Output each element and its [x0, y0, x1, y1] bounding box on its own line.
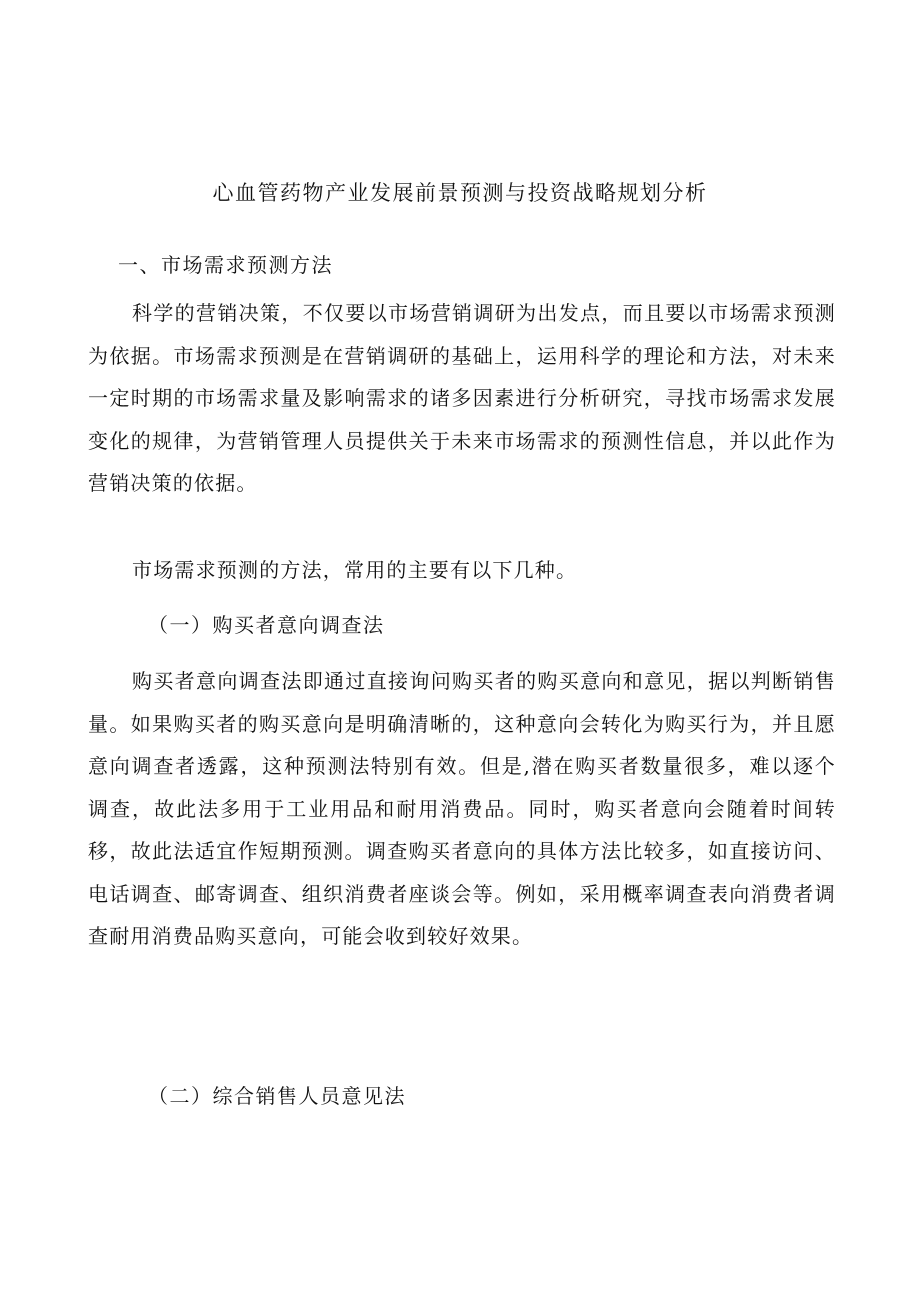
- section-heading-market-demand: 一、市场需求预测方法: [118, 253, 333, 277]
- subheading-sales-staff-opinion: （二）综合销售人员意见法: [148, 1084, 406, 1108]
- paragraph-demand-forecast-intro: 科学的营销决策，不仅要以市场营销调研为出发点，而且要以市场需求预测为依据。市场需求预测是在营销调研的基础上，运用科学的理论和方法，对未来一定时期的市场需求量及影响需求的诸多因素进行分析研究，寻找市场需求发展变化的规律，为营销管理人员提供关于未来市场需求的预测性信息，并以此作为营销决策的依据。: [88, 301, 836, 495]
- paragraph-buyer-intention-survey: 购买者意向调查法即通过直接询问购买者的购买意向和意见，据以判断销售量。如果购买者的购买意向是明确清晰的，这种意向会转化为购买行为，并且愿意向调查者透露，这种预测法特别有效。但是,潜在购买者数量很多，难以逐个调查，故此法多用于工业用品和耐用消费品。同时，购买者意向会随着时间转移，故此法适宜作短期预测。调查购买者意向的具体方法比较多，如直接访问、电话调查、邮寄调查、组织消费者座谈会等。例如，采用概率调查表向消费者调查耐用消费品购买意向，可能会收到较好效果。: [88, 669, 836, 948]
- document-title: 心血管药物产业发展前景预测与投资战略规划分析: [212, 181, 708, 205]
- paragraph-methods-overview: 市场需求预测的方法，常用的主要有以下几种。: [132, 558, 578, 582]
- subheading-buyer-intention-survey: （一）购买者意向调查法: [148, 613, 385, 637]
